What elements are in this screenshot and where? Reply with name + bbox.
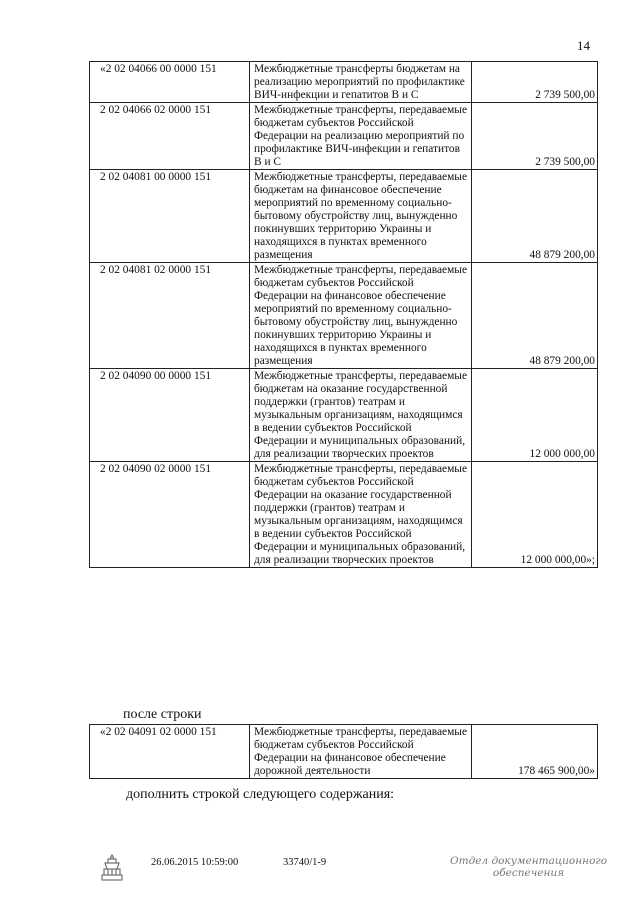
instruction-text: дополнить строкой следующего содержания: [126, 787, 395, 802]
budget-amount: 12 000 000,00 [472, 369, 598, 462]
budget-code: 2 02 04066 02 0000 151 [90, 103, 250, 170]
stamp-line: Отдел документационного [450, 855, 608, 867]
budget-code: «2 02 04091 02 0000 151 [90, 725, 250, 779]
reference-row-table [89, 724, 598, 779]
table-row [90, 103, 598, 170]
after-row-label: после строки [123, 707, 202, 722]
budget-code: «2 02 04066 00 0000 151 [90, 62, 250, 103]
budget-description: Межбюджетные трансферты, передаваемые бюджетам субъектов Российской Федерации на финансовое обеспечение дорожной деятельности [250, 725, 472, 779]
department-stamp [450, 855, 607, 879]
budget-amount: 12 000 000,00»; [472, 462, 598, 568]
footer-datetime: 26.06.2015 10:59:00 [151, 857, 239, 868]
budget-amount: 2 739 500,00 [472, 103, 598, 170]
budget-description: Межбюджетные трансферты бюджетам на реализацию мероприятий по профилактике ВИЧ-инфекции и гепатитов В и С [250, 62, 472, 103]
table-row [90, 263, 598, 369]
budget-table [89, 61, 598, 568]
table-row [90, 725, 598, 779]
budget-amount: 2 739 500,00 [472, 62, 598, 103]
page-number: 14 [577, 38, 590, 53]
table-row [90, 62, 598, 103]
budget-amount: 48 879 200,00 [472, 263, 598, 369]
budget-description: Межбюджетные трансферты, передаваемые бюджетам на финансовое обеспечение мероприятий по временному социально-бытовому обустройству лиц, вынужденно покинувших территорию Украины и находящихся в пунктах временного размещения [250, 170, 472, 263]
budget-code: 2 02 04081 02 0000 151 [90, 263, 250, 369]
stamp-line: обеспечения [492, 867, 565, 879]
emblem-icon [100, 853, 124, 883]
budget-description: Межбюджетные трансферты, передаваемые бюджетам субъектов Российской Федерации на оказание государственной поддержки (грантов) театрам и музыкальным организациям, находящимся в ведении субъектов Российской Федерации и муниципальных образований, для реализации творческих проектов [250, 462, 472, 568]
budget-description: Межбюджетные трансферты, передаваемые бюджетам субъектов Российской Федерации на финансовое обеспечение мероприятий по временному социально-бытовому обустройству лиц, вынужденно покинувших территорию Украины и находящихся в пунктах временного размещения [250, 263, 472, 369]
budget-code: 2 02 04090 02 0000 151 [90, 462, 250, 568]
budget-description: Межбюджетные трансферты, передаваемые бюджетам субъектов Российской Федерации на реализацию мероприятий по профилактике ВИЧ-инфекции и гепатитов В и С [250, 103, 472, 170]
budget-code: 2 02 04090 00 0000 151 [90, 369, 250, 462]
budget-amount: 178 465 900,00» [472, 725, 598, 779]
budget-code: 2 02 04081 00 0000 151 [90, 170, 250, 263]
table-row [90, 462, 598, 568]
table-row [90, 369, 598, 462]
table-row [90, 170, 598, 263]
budget-description: Межбюджетные трансферты, передаваемые бюджетам на оказание государственной поддержки (грантов) театрам и музыкальным организациям, находящимся в ведении субъектов Российской Федерации и муниципальных образований, для реализации творческих проектов [250, 369, 472, 462]
budget-amount: 48 879 200,00 [472, 170, 598, 263]
footer-doc-code: 33740/1-9 [283, 857, 327, 868]
